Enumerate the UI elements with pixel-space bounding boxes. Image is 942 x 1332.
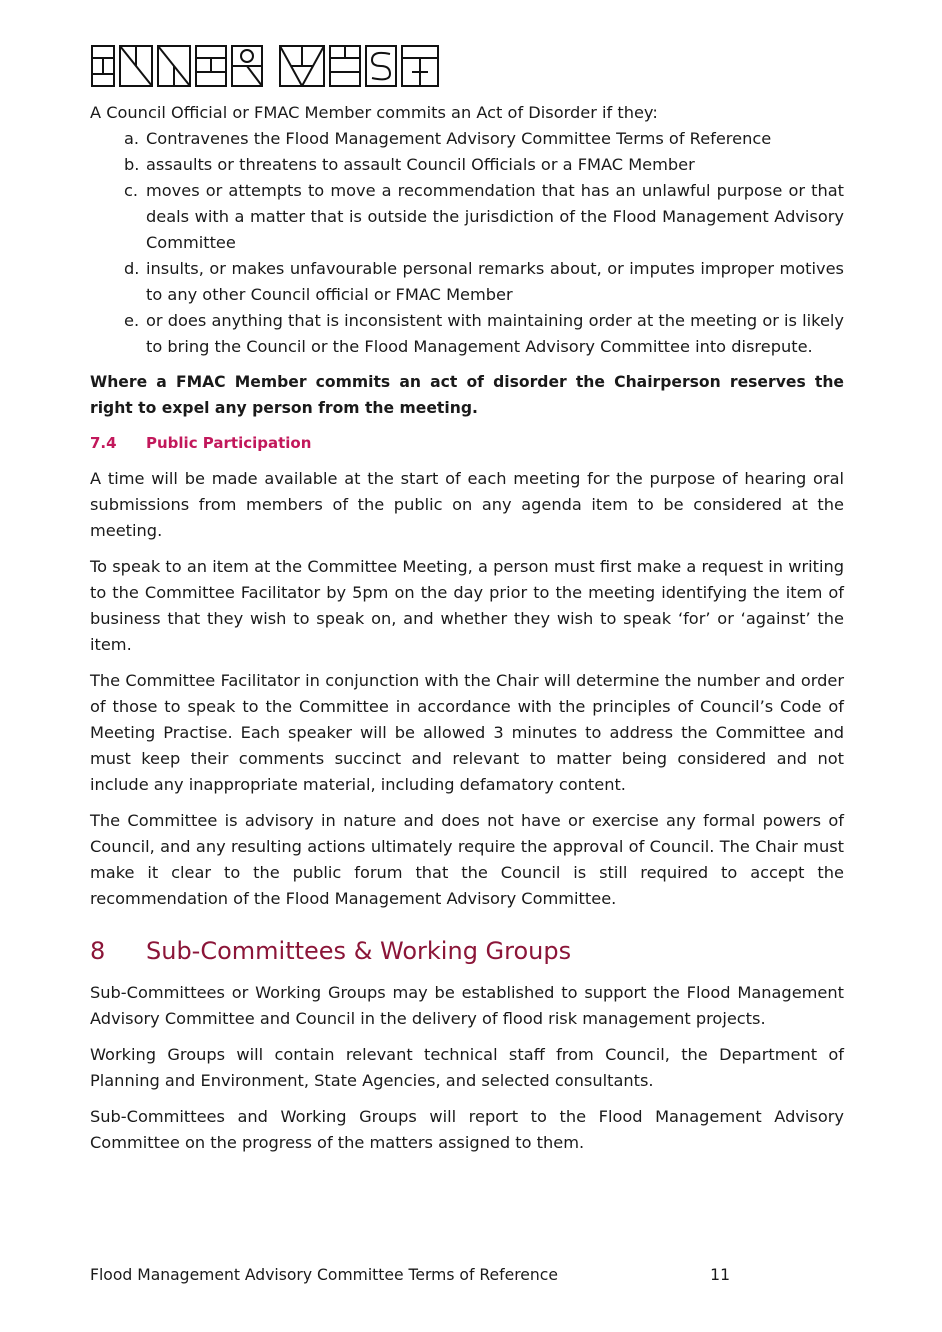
page-number: 11 — [710, 1266, 730, 1284]
section-8-heading — [90, 936, 844, 966]
disorder-note: Where a FMAC Member commits an act of disorder the Chairperson reserves the right to expel any person from the meeting. — [90, 373, 844, 417]
list-item — [90, 152, 844, 178]
list-item-text: assaults or threatens to assault Council Officials or a FMAC Member — [146, 155, 695, 174]
paragraph: Sub-Committees or Working Groups may be established to support the Flood Management Advisory Committee and Council in the delivery of flood risk management projects. — [90, 983, 844, 1028]
page-footer — [90, 1264, 730, 1286]
list-item-text: moves or attempts to move a recommendation that has an unlawful purpose or that deals with a matter that is outside the jurisdiction of the Flood Management Advisory Committee — [146, 181, 844, 252]
paragraph: The Committee Facilitator in conjunction with the Chair will determine the number and order of those to speak to the Committee in accordance with the principles of Council’s Code of Meeting Practise. Each speaker will be allowed 3 minutes to address the Committee and must keep their comments succinct and relevant to matter being considered and not include any inappropriate material, including defamatory content. — [90, 671, 844, 794]
section-number: 8 — [90, 937, 106, 965]
list-marker: a. — [124, 129, 140, 148]
paragraph: A time will be made available at the start of each meeting for the purpose of hearing oral submissions from members of the public on any agenda item to be considered at the meeting. — [90, 469, 844, 540]
paragraph: Working Groups will contain relevant technical staff from Council, the Department of Planning and Environment, State Agencies, and selected consultants. — [90, 1045, 844, 1090]
footer-title: Flood Management Advisory Committee Terms of Reference — [90, 1266, 558, 1284]
document-body — [90, 100, 844, 1156]
list-marker: e. — [124, 311, 140, 330]
list-marker: c. — [124, 181, 139, 200]
list-item — [90, 126, 844, 152]
section-title: Sub-Committees & Working Groups — [146, 937, 572, 965]
paragraph: To speak to an item at the Committee Meeting, a person must first make a request in writing to the Committee Facilitator by 5pm on the day prior to the meeting identifying the item of business that they wish to speak on, and whether they wish to speak ‘for’ or ‘against’ the item. — [90, 557, 844, 654]
paragraph: Sub-Committees and Working Groups will report to the Flood Management Advisory Committee on the progress of the matters assigned to them. — [90, 1107, 844, 1152]
inner-west-logo — [90, 44, 442, 88]
disorder-intro: A Council Official or FMAC Member commits an Act of Disorder if they: — [90, 103, 658, 122]
section-number: 7.4 — [90, 434, 117, 452]
list-item-text: or does anything that is inconsistent with maintaining order at the meeting or is likely to bring the Council or the Flood Management Advisory Committee into disrepute. — [146, 311, 844, 356]
list-item — [90, 178, 844, 256]
section-title: Public Participation — [146, 434, 312, 452]
paragraph: The Committee is advisory in nature and does not have or exercise any formal powers of Council, and any resulting actions ultimately require the approval of Council. The Chair must make it clear to the public forum that the Council is still required to accept the recommendation of the Flood Management Advisory Committee. — [90, 811, 844, 908]
list-marker: d. — [124, 259, 140, 278]
list-marker: b. — [124, 155, 140, 174]
list-item-text: Contravenes the Flood Management Advisory Committee Terms of Reference — [146, 129, 772, 148]
list-item-text: insults, or makes unfavourable personal remarks about, or imputes improper motives to any other Council official or FMAC Member — [146, 259, 844, 304]
disorder-list — [90, 126, 844, 360]
list-item — [90, 308, 844, 360]
list-item — [90, 256, 844, 308]
section-7-4-heading — [90, 430, 844, 456]
logo-graphic — [90, 44, 442, 88]
